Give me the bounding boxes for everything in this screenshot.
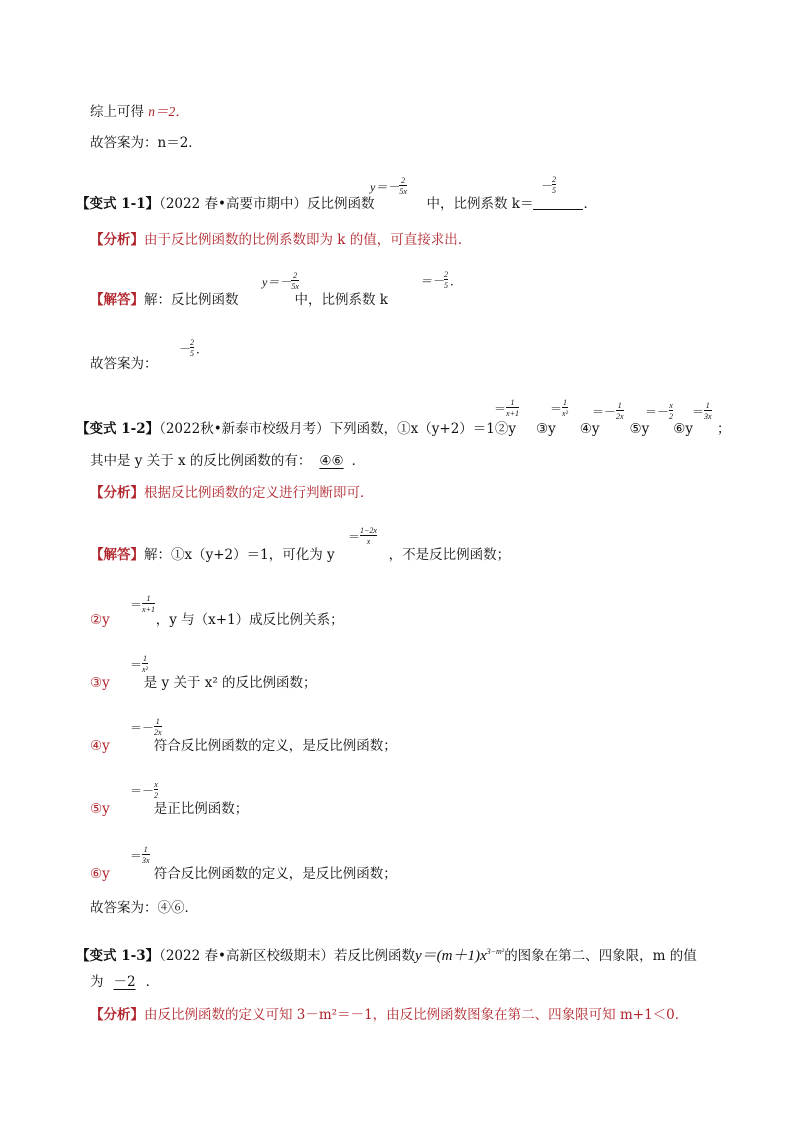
fraction — [704, 401, 712, 421]
period: ． — [450, 273, 463, 288]
fraction — [142, 654, 148, 674]
formula-exponent: 3−m² — [486, 947, 505, 956]
solution-mid: 中，比例系数 k — [294, 292, 388, 308]
minus-sign: － — [178, 341, 191, 356]
analysis-text: 由于反比例函数的比例系数即为 k 的值，可直接求出． — [144, 232, 472, 248]
num: 1 — [705, 401, 710, 410]
v11-end: ． — [583, 196, 597, 212]
fraction — [142, 845, 150, 865]
answer-blank — [533, 195, 583, 210]
summary-line-2: 故答案为：n＝2． — [90, 135, 202, 151]
v12-item3-formula — [550, 398, 568, 418]
analysis-text: 根据反比例函数的定义进行判断即可． — [144, 485, 374, 501]
v13-question-line2 — [90, 973, 159, 991]
s5-formula — [130, 780, 158, 800]
analysis-tag: 【分析】 — [90, 485, 144, 501]
analysis-tag: 【分析】 — [90, 232, 144, 248]
line2-end: ． — [145, 974, 160, 990]
s2-label: ②y — [90, 612, 110, 628]
eq-minus: ＝－ — [130, 783, 155, 798]
fraction-numerator: 2 — [190, 338, 195, 347]
v11-source: （2022 春•高要市期中）反比例函数 — [159, 196, 375, 212]
num: 1 — [617, 401, 622, 410]
question-prefix: 其中是 y 关于 x 的反比例函数的有： — [90, 453, 312, 469]
v11-blank-answer — [540, 175, 556, 195]
eq: ＝ — [494, 401, 507, 416]
fraction — [616, 401, 624, 421]
eq-minus: ＝－ — [420, 273, 445, 288]
v11-solution-value — [420, 270, 462, 290]
v12-item2-formula — [494, 398, 519, 418]
num: 1 — [510, 398, 515, 407]
num: 1 — [562, 398, 567, 407]
item4: ④y — [579, 421, 600, 437]
solution-tag: 【解答】 — [90, 547, 144, 563]
num: 1 — [155, 717, 160, 726]
question-answer: ④⑥ — [319, 453, 344, 469]
formula-lhs: y＝－ — [262, 274, 292, 289]
den: 3x — [704, 412, 712, 421]
num: x — [669, 401, 673, 410]
den: 2 — [154, 791, 159, 800]
num: 1 — [146, 594, 151, 603]
den: x+1 — [142, 605, 155, 614]
den: x² — [562, 409, 568, 418]
v13-tag: 【变式 1-3】 — [76, 948, 160, 964]
analysis-tag: 【分析】 — [90, 1007, 144, 1023]
v11-fraction — [399, 176, 407, 196]
fraction-denominator: 5x — [399, 187, 407, 196]
v13-after: 的图象在第二、四象限，m 的值 — [504, 948, 697, 964]
fraction — [669, 401, 673, 421]
s3-formula — [130, 654, 148, 674]
s6-formula — [130, 845, 150, 865]
minus-sign: － — [540, 178, 553, 193]
v12-item6-formula — [692, 401, 712, 421]
fraction — [154, 717, 162, 737]
summary-line-1 — [90, 103, 189, 121]
fraction — [360, 526, 377, 546]
s4-formula — [130, 717, 162, 737]
s3-label: ③y — [90, 675, 110, 691]
fraction — [562, 398, 568, 418]
v12-item4-formula — [592, 401, 624, 421]
v12-answer: 故答案为：④⑥． — [90, 900, 198, 916]
v11-answer: 故答案为： — [90, 356, 158, 372]
solution-text: 解：①x（y+2）＝1，可化为 y — [144, 547, 335, 563]
item3: ③y — [536, 421, 556, 437]
v13-answer: －2 — [113, 974, 136, 990]
v12-question-line2 — [90, 452, 365, 470]
line2-prefix: 为 — [90, 974, 104, 990]
v11-formula — [370, 176, 407, 196]
summary-expr: n＝2． — [148, 104, 189, 119]
v11-after: 中，比例系数 k＝ — [426, 196, 534, 212]
v11-answer-value — [178, 338, 208, 358]
fraction — [154, 780, 158, 800]
den: 2 — [669, 412, 674, 421]
s4-label: ④y — [90, 738, 110, 754]
s5-label: ⑤y — [90, 801, 110, 817]
item5: ⑤y — [629, 421, 650, 437]
den: 2x — [616, 412, 624, 421]
den: x — [366, 537, 371, 546]
fraction — [506, 398, 519, 418]
v11-question — [76, 195, 597, 213]
eq: ＝ — [692, 404, 705, 419]
v13-question — [76, 943, 697, 965]
fraction-denominator: 5 — [444, 281, 449, 290]
v12-solution-formula — [348, 526, 377, 546]
v13-source: （2022 春•高新区校级期末）若反比例函数 — [159, 948, 415, 964]
den: 3x — [142, 856, 150, 865]
eq: ＝ — [348, 529, 361, 544]
s3-line — [90, 674, 317, 692]
fraction-denominator: 5 — [190, 349, 195, 358]
v11-formula-lhs: y＝－ — [370, 179, 400, 194]
s3-text: 是 y 关于 x² 的反比例函数； — [143, 675, 317, 691]
s2-line — [90, 611, 344, 629]
fraction-numerator: 2 — [552, 175, 557, 184]
s4-line — [90, 737, 397, 755]
eq-minus: ＝－ — [592, 404, 617, 419]
den: x+1 — [506, 409, 519, 418]
s6-line — [90, 865, 397, 883]
v11-analysis — [90, 231, 471, 249]
summary-prefix: 综上可得 — [90, 104, 144, 120]
fraction-numerator: 2 — [401, 176, 406, 185]
v12-solution — [90, 546, 510, 564]
num: 1−2x — [360, 526, 377, 535]
v11-solution-formula — [262, 271, 299, 291]
s4-text: 符合反比例函数的定义，是反比例函数； — [153, 738, 397, 754]
value-fraction — [444, 270, 448, 290]
fraction-denominator: 5 — [552, 186, 557, 195]
fraction-denominator: 5x — [291, 282, 299, 291]
v12-tag: 【变式 1-2】 — [76, 421, 160, 437]
eq: ＝ — [550, 401, 563, 416]
fraction-numerator: 2 — [293, 271, 298, 280]
s6-label: ⑥y — [90, 866, 110, 882]
answer-fraction — [190, 338, 194, 358]
num: x — [154, 780, 158, 789]
fraction-numerator: 2 — [444, 270, 449, 279]
solution-fraction — [291, 271, 299, 291]
den: 2x — [154, 728, 162, 737]
eq: ＝ — [130, 597, 143, 612]
v12-analysis — [90, 484, 374, 502]
solution-end: ，不是反比例函数； — [388, 547, 511, 563]
eq: ＝ — [130, 848, 143, 863]
v12-question — [76, 420, 730, 438]
s2-text: ，y 与（x+1）成反比例关系； — [155, 612, 344, 628]
s5-text: 是正比例函数； — [153, 801, 249, 817]
analysis-text: 由反比例函数的定义可知 3－m²＝－1，由反比例函数图象在第二、四象限可知 m+1＜0． — [144, 1007, 689, 1023]
eq-minus: ＝－ — [130, 720, 155, 735]
num: 1 — [143, 845, 148, 854]
eq-minus: ＝－ — [645, 404, 670, 419]
formula-base: y＝(m＋1)x — [414, 948, 487, 964]
solution-tag: 【解答】 — [90, 292, 144, 308]
s6-text: 符合反比例函数的定义，是反比例函数； — [153, 866, 397, 882]
semicolon: ； — [716, 421, 731, 437]
num: 1 — [142, 654, 147, 663]
v11-answer-fraction — [552, 175, 556, 195]
item6: ⑥y — [673, 421, 693, 437]
v11-tag: 【变式 1-1】 — [76, 196, 160, 212]
solution-text: 解：反比例函数 — [144, 292, 239, 308]
s5-line — [90, 800, 248, 818]
period: ． — [196, 341, 209, 356]
question-end: ． — [351, 453, 366, 469]
eq: ＝ — [130, 657, 143, 672]
v12-item5-formula — [645, 401, 673, 421]
v11-solution — [90, 291, 388, 309]
v13-analysis — [90, 1006, 688, 1024]
v12-source: （2022秋•新泰市校级月考）下列函数，①x（y+2）＝1②y — [159, 421, 517, 437]
den: x² — [142, 665, 148, 674]
v13-formula — [415, 948, 504, 964]
